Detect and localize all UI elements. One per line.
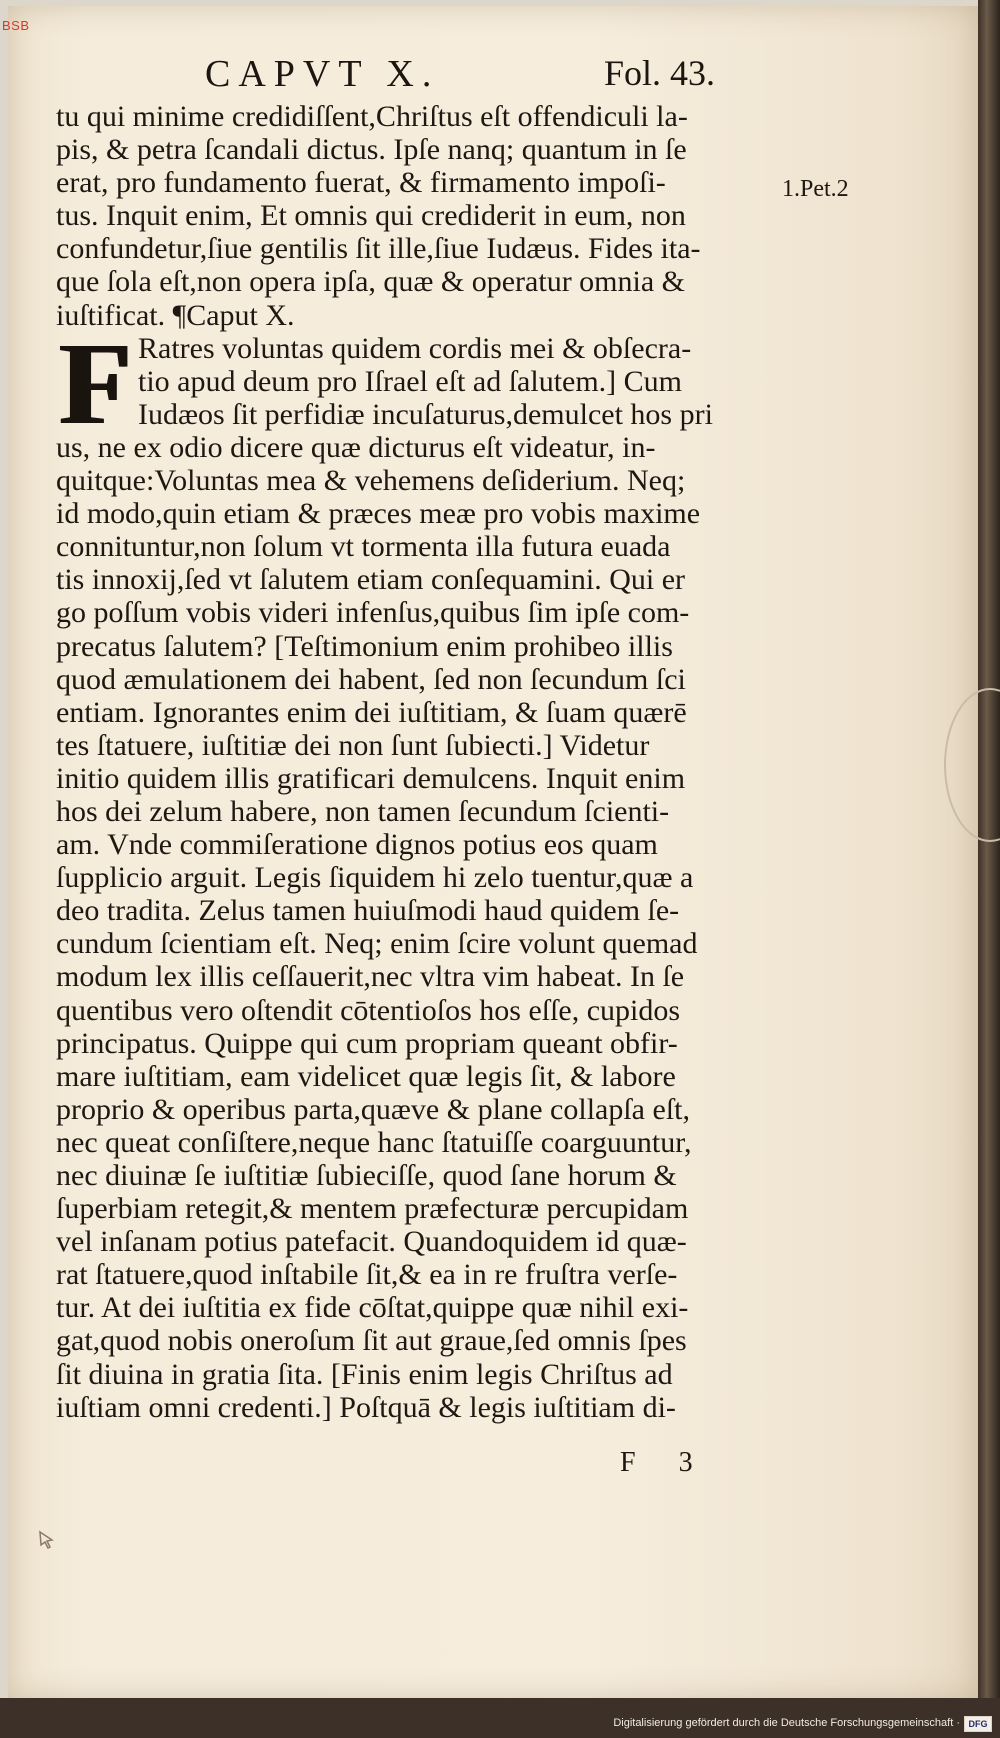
text-line: que ſola eſt,non opera ipſa, quæ & operatur omnia & — [56, 265, 686, 299]
text-line: id modo,quin etiam & præces meæ pro vobis maxime — [56, 497, 701, 531]
text-line: entiam. Ignorantes enim dei iuſtitiam, & ſuam quærē — [56, 695, 687, 729]
text-line: cundum ſcientiam eſt. Neq; enim ſcire volunt quemad — [56, 927, 698, 961]
page-header — [0, 52, 978, 98]
text-line: ſuperbiam retegit,& mentem præfecturæ percupidam — [56, 1192, 689, 1226]
text-line: connituntur,non ſolum vt tormenta illa futura euada — [56, 530, 671, 564]
text-line: precatus ſalutem? [Teſtimonium enim prohibeo illis — [56, 629, 673, 663]
text-line: ſit diuina in gratia ſita. [Finis enim legis Chriſtus ad — [56, 1357, 673, 1391]
dfg-logo: DFG — [964, 1716, 992, 1732]
text-line: tio apud deum pro Iſrael eſt ad ſalutem.] Cum — [138, 364, 683, 398]
text-line: initio quidem illis gratificari demulcens. Inquit enim — [56, 761, 686, 795]
text-line: Ratres voluntas quidem cordis mei & obſecra- — [138, 331, 692, 365]
text-line: tes ſtatuere, iuſtitiæ dei non ſunt ſubiecti.] Videtur — [56, 728, 650, 762]
text-line: nec queat conſiſtere,neque hanc ſtatuiſſe coarguuntur, — [56, 1125, 692, 1159]
text-line: rat ſtatuere,quod inſtabile ſit,& ea in re fruſtra verſe- — [56, 1258, 678, 1292]
text-line: iuſtificat. ¶Caput X. — [56, 298, 295, 332]
signature-mark: F 3 — [620, 1447, 711, 1478]
drop-cap-initial: F — [58, 318, 131, 449]
text-line: mare iuſtitiam, eam videlicet quæ legis ſit, & labore — [56, 1059, 676, 1093]
body-text — [56, 100, 796, 1424]
text-line: iuſtiam omni credenti.] Poſtquā & legis iuſtitiam di- — [56, 1390, 676, 1424]
text-line: proprio & operibus parta,quæve & plane collapſa eſt, — [56, 1092, 690, 1126]
text-line: vel inſanam potius patefacit. Quandoquidem id quæ- — [56, 1225, 687, 1259]
text-line: am. Vnde commiſeratione dignos potius eos quam — [56, 828, 658, 862]
text-line: confundetur,ſiue gentilis ſit ille,ſiue Iudæus. Fides ita- — [56, 232, 701, 266]
cursor-pointer-icon — [38, 1530, 56, 1550]
text-line: quod æmulationem dei habent, ſed non ſecundum ſci — [56, 662, 686, 696]
text-line: gat,quod nobis oneroſum ſit aut graue,ſed omnis ſpes — [56, 1324, 687, 1358]
text-line: quitque:Voluntas mea & vehemens deſiderium. Neq; — [56, 464, 686, 498]
text-line: erat, pro fundamento fuerat, & firmamento impoſi- — [56, 166, 666, 200]
text-line: modum lex illis ceſſauerit,nec vltra vim habeat. In ſe — [56, 960, 685, 994]
text-line: tur. At dei iuſtitia ex fide cōſtat,quippe quæ nihil exi- — [56, 1291, 689, 1325]
text-line: us, ne ex odio dicere quæ dicturus eſt videatur, in- — [56, 430, 656, 464]
running-head: CAPVT X. — [205, 53, 440, 95]
text-line: ſupplicio arguit. Legis ſiquidem hi zelo tuentur,quæ a — [56, 861, 694, 895]
text-line: principatus. Quippe qui cum propriam queant obfir- — [56, 1026, 678, 1060]
text-line: Iudæos ſit perfidiæ incuſaturus,demulcet hos pri — [138, 397, 713, 431]
text-line: tu qui minime credidiſſent,Chriſtus eſt offendiculi la- — [56, 100, 688, 133]
bsb-logo: BSB — [2, 18, 30, 33]
marginal-reference: 1.Pet.2 — [782, 176, 849, 202]
text-line: quentibus vero oſtendit cōtentioſos hos eſſe, cupidos — [56, 993, 681, 1027]
text-line: hos dei zelum habere, non tamen ſecundum ſcienti- — [56, 794, 670, 828]
text-line: pis, & petra ſcandali dictus. Ipſe nanq; quantum in ſe — [56, 133, 687, 167]
text-line: go poſſum vobis videri infenſus,quibus ſim ipſe com- — [56, 596, 690, 630]
book-spine-edge — [978, 0, 1000, 1738]
folio-number: Fol. 43. — [604, 53, 716, 93]
text-line: tus. Inquit enim, Et omnis qui crediderit in eum, non — [56, 199, 686, 233]
text-line: nec diuinæ ſe iuſtitiæ ſubieciſſe, quod ſane horum & — [56, 1159, 677, 1192]
footer-credit: Digitalisierung gefördert durch die Deutsche Forschungsgemeinschaft · — [613, 1717, 960, 1729]
text-line: tis innoxij,ſed vt ſalutem etiam conſequamini. Qui er — [56, 563, 686, 597]
text-line: deo tradita. Zelus tamen huiuſmodi haud quidem ſe- — [56, 894, 680, 928]
